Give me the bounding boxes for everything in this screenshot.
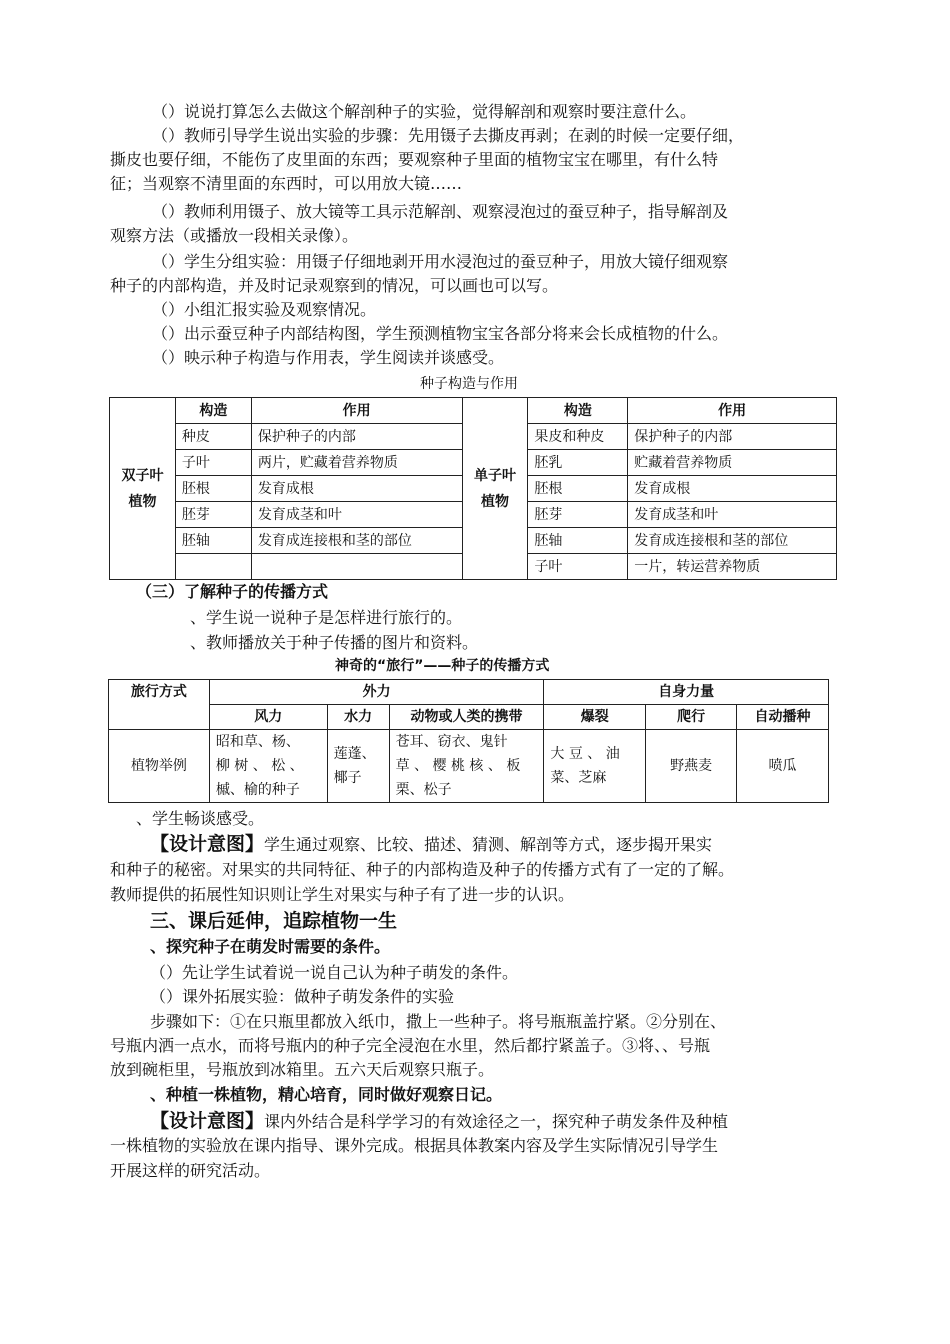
para-line: 一株植物的实验放在课内指导、课外完成。根据具体教案内容及学生实际情况引导学生 bbox=[110, 1136, 719, 1155]
dicot-role: 发育成根 bbox=[251, 476, 462, 502]
example-animal: 苍耳、窃衣、鬼针 草 、 樱 桃 核 、 板 栗、松子 bbox=[389, 730, 544, 803]
list-item: 、学生说一说种子是怎样进行旅行的。 bbox=[190, 608, 463, 627]
para-line: （）教师利用镊子、放大镜等工具示范解剖、观察浸泡过的蚕豆种子，指导解剖及 bbox=[152, 202, 729, 221]
design-intent-label: 【设计意图】 bbox=[150, 833, 265, 855]
section-title: （三）了解种子的传播方式 bbox=[136, 582, 329, 601]
subheader-crawl: 爬行 bbox=[646, 705, 737, 730]
para-line: 放到碗柜里，号瓶放到冰箱里。五六天后观察只瓶子。 bbox=[110, 1060, 495, 1079]
design-intent-text: 课内外结合是科学学习的有效途径之一，探究种子萌发条件及种植 bbox=[264, 1112, 729, 1131]
para-line: （）说说打算怎么去做这个解剖种子的实验，觉得解剖和观察时要注意什么。 bbox=[152, 102, 697, 121]
monocot-part: 果皮和种皮 bbox=[528, 424, 628, 450]
para-line: （）映示种子构造与作用表，学生阅读并谈感受。 bbox=[152, 348, 505, 367]
row-label: 植物举例 bbox=[109, 730, 210, 803]
monocot-part: 胚芽 bbox=[528, 502, 628, 528]
example-crawl: 野燕麦 bbox=[646, 730, 737, 803]
travel-method-header: 旅行方式 bbox=[109, 680, 210, 730]
monocot-role: 发育成茎和叶 bbox=[628, 502, 837, 528]
design-intent-1 bbox=[150, 832, 712, 857]
seed-dispersal-table bbox=[108, 679, 829, 803]
monocot-role: 一片，转运营养物质 bbox=[628, 554, 837, 580]
subheader-self-sow: 自动播种 bbox=[737, 705, 829, 730]
design-intent-label: 【设计意图】 bbox=[150, 1110, 265, 1132]
header-function: 作用 bbox=[628, 398, 837, 424]
monocot-part: 子叶 bbox=[528, 554, 628, 580]
section-heading: 三、课后延伸，追踪植物一生 bbox=[150, 910, 398, 932]
para-line: （）学生分组实验：用镊子仔细地剥开用水浸泡过的蚕豆种子，用放大镜仔细观察 bbox=[152, 252, 729, 271]
table2-caption: 神奇的“旅行”——种子的传播方式 bbox=[335, 658, 550, 674]
subsection-title: 、探究种子在萌发时需要的条件。 bbox=[150, 937, 391, 956]
self-force-header: 自身力量 bbox=[544, 680, 829, 705]
para-line: 撕皮也要仔细，不能伤了皮里面的东西；要观察种子里面的植物宝宝在哪里，有什么特 bbox=[110, 150, 719, 169]
table-row bbox=[109, 730, 829, 803]
example-wind: 昭和草、杨、 柳 树 、 松 、 槭、榆的种子 bbox=[209, 730, 327, 803]
para-line: （）教师引导学生说出实验的步骤：先用镊子去撕皮再剥；在剥的时候一定要仔细， bbox=[152, 126, 745, 145]
para-line: （）出示蚕豆种子内部结构图，学生预测植物宝宝各部分将来会长成植物的什么。 bbox=[152, 324, 729, 343]
dicot-part: 子叶 bbox=[175, 450, 251, 476]
dicot-part: 胚根 bbox=[175, 476, 251, 502]
list-item: （）先让学生试着说一说自己认为种子萌发的条件。 bbox=[150, 963, 519, 982]
monocot-role: 保护种子的内部 bbox=[628, 424, 837, 450]
dicot-role: 发育成茎和叶 bbox=[251, 502, 462, 528]
para-line: 开展这样的研究活动。 bbox=[110, 1161, 271, 1180]
para-line: 和种子的秘密。对果实的共同特征、种子的内部构造及种子的传播方式有了一定的了解。 bbox=[110, 860, 735, 879]
example-burst: 大 豆 、 油 菜、芝麻 bbox=[544, 730, 646, 803]
para-line: （）小组汇报实验及观察情况。 bbox=[152, 300, 377, 319]
subheader-burst: 爆裂 bbox=[544, 705, 646, 730]
dicot-part bbox=[175, 554, 251, 580]
monocot-part: 胚乳 bbox=[528, 450, 628, 476]
design-intent-2 bbox=[150, 1109, 728, 1134]
dicot-role bbox=[251, 554, 462, 580]
dicot-role: 两片，贮藏着营养物质 bbox=[251, 450, 462, 476]
header-structure: 构造 bbox=[528, 398, 628, 424]
table1-caption: 种子构造与作用 bbox=[420, 376, 518, 392]
monocot-label: 单子叶 植物 bbox=[462, 398, 528, 580]
list-item: 、学生畅谈感受。 bbox=[136, 809, 265, 828]
design-intent-text: 学生通过观察、比较、描述、猜测、解剖等方式，逐步揭开果实 bbox=[264, 835, 713, 854]
monocot-part: 胚根 bbox=[528, 476, 628, 502]
subheader-wind: 风力 bbox=[209, 705, 327, 730]
para-line: 号瓶内洒一点水，而将号瓶内的种子完全浸泡在水里，然后都拧紧盖子。③将、、号瓶 bbox=[110, 1036, 711, 1055]
header-function: 作用 bbox=[251, 398, 462, 424]
dicot-part: 种皮 bbox=[175, 424, 251, 450]
para-line: 步骤如下：①在只瓶里都放入纸巾，撒上一些种子。将号瓶瓶盖拧紧。②分别在、 bbox=[150, 1012, 727, 1031]
list-item: （）课外拓展实验：做种子萌发条件的实验 bbox=[150, 987, 455, 1006]
para-line: 征；当观察不清里面的东西时，可以用放大镜…… bbox=[110, 174, 463, 193]
dicot-part: 胚轴 bbox=[175, 528, 251, 554]
monocot-role: 发育成连接根和茎的部位 bbox=[628, 528, 837, 554]
subheader-water: 水力 bbox=[327, 705, 389, 730]
example-self-sow: 喷瓜 bbox=[737, 730, 829, 803]
monocot-part: 胚轴 bbox=[528, 528, 628, 554]
monocot-role: 贮藏着营养物质 bbox=[628, 450, 837, 476]
list-item: 、教师播放关于种子传播的图片和资料。 bbox=[190, 633, 479, 652]
subheader-animal: 动物或人类的携带 bbox=[389, 705, 544, 730]
dicot-role: 保护种子的内部 bbox=[251, 424, 462, 450]
header-structure: 构造 bbox=[175, 398, 251, 424]
monocot-role: 发育成根 bbox=[628, 476, 837, 502]
external-force-header: 外力 bbox=[209, 680, 544, 705]
subsection-title: 、种植一株植物，精心培育，同时做好观察日记。 bbox=[150, 1085, 503, 1104]
dicot-part: 胚芽 bbox=[175, 502, 251, 528]
seed-structure-table bbox=[109, 397, 837, 580]
para-line: 种子的内部构造，并及时记录观察到的情况，可以画也可以写。 bbox=[110, 276, 559, 295]
para-line: 观察方法（或播放一段相关录像）。 bbox=[110, 226, 359, 245]
dicot-role: 发育成连接根和茎的部位 bbox=[251, 528, 462, 554]
para-line: 教师提供的拓展性知识则让学生对果实与种子有了进一步的认识。 bbox=[110, 885, 575, 904]
dicot-label: 双子叶 植物 bbox=[110, 398, 176, 580]
example-water: 莲蓬、 椰子 bbox=[327, 730, 389, 803]
